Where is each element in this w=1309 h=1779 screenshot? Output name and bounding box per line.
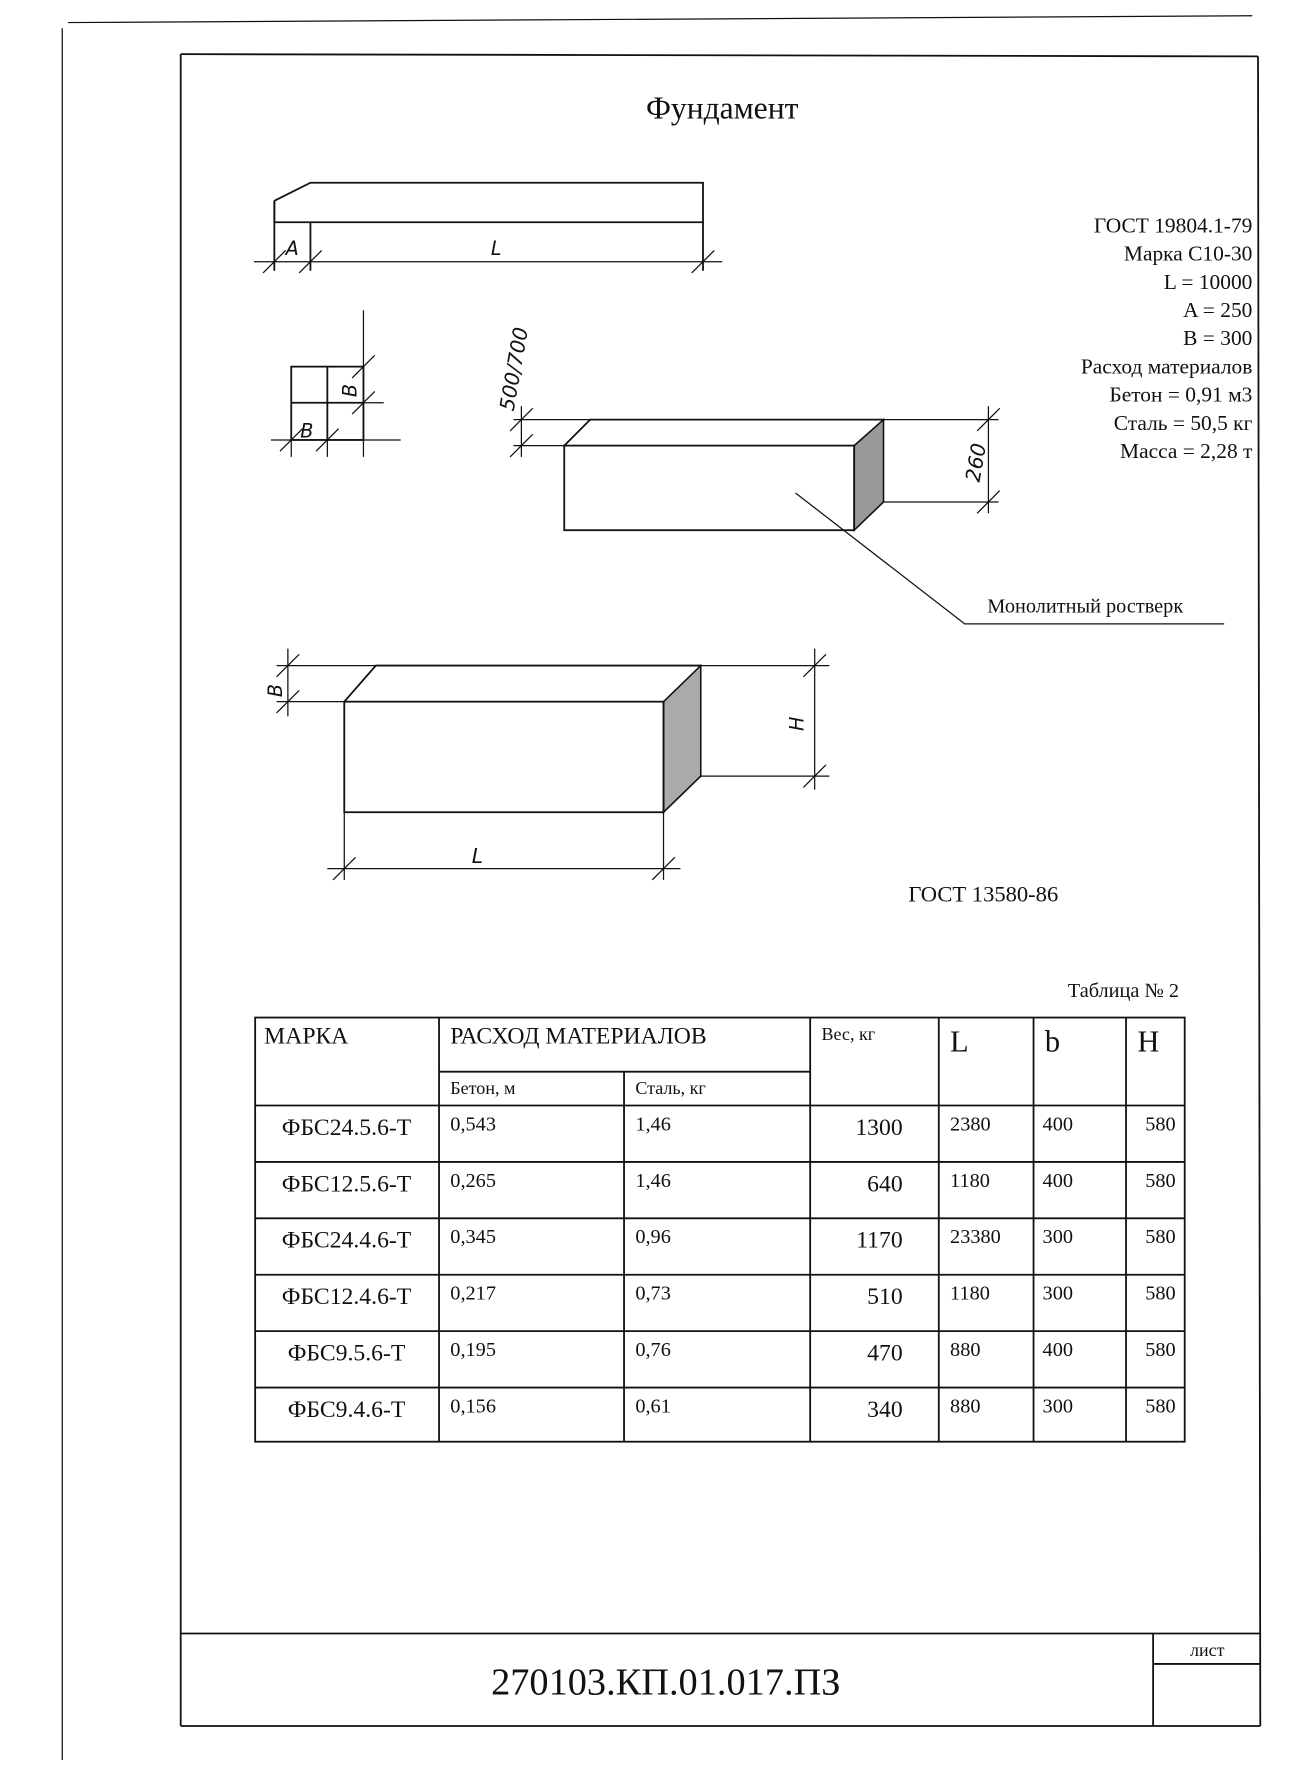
cell-h: 580 <box>1145 1169 1176 1192</box>
cell-steel: 0,73 <box>635 1282 671 1305</box>
cell-concrete: 0,217 <box>450 1282 496 1305</box>
cell-mark: ФБС24.5.6-Т <box>281 1114 412 1141</box>
table-row <box>282 1113 1176 1141</box>
cell-h: 580 <box>1145 1113 1176 1136</box>
cell-mark: ФБС9.4.6-Т <box>287 1396 406 1423</box>
cell-steel: 0,61 <box>635 1395 671 1418</box>
cell-concrete: 0,156 <box>450 1395 496 1418</box>
spec-line: Расход материалов <box>1080 354 1253 379</box>
cell-l: 2380 <box>950 1113 991 1136</box>
dim-label-b: B <box>264 684 288 698</box>
cell-weight: 470 <box>867 1340 903 1367</box>
cell-steel: 0,96 <box>635 1226 671 1249</box>
block-drawing <box>264 649 1058 907</box>
cell-steel: 1,46 <box>635 1113 671 1136</box>
cell-b: 300 <box>1042 1282 1074 1305</box>
materials-table <box>255 1018 1185 1442</box>
spec-line: Масса = 2,28 т <box>1120 439 1253 464</box>
header-materials: РАСХОД МАТЕРИАЛОВ <box>450 1023 707 1050</box>
dim-label-h: H <box>785 716 809 732</box>
cell-h: 580 <box>1145 1395 1176 1418</box>
spec-line: ГОСТ 19804.1-79 <box>1093 213 1253 238</box>
cell-l: 1180 <box>950 1282 990 1305</box>
cell-weight: 340 <box>867 1396 903 1423</box>
spec-line: Марка С10-30 <box>1123 241 1253 266</box>
table-row <box>288 1339 1176 1367</box>
cell-steel: 0,76 <box>635 1338 671 1361</box>
cell-l: 1180 <box>950 1169 990 1192</box>
cell-concrete: 0,265 <box>450 1169 496 1192</box>
table-row <box>282 1226 1176 1254</box>
spec-line: Бетон = 0,91 м3 <box>1109 382 1253 407</box>
title-block <box>181 1633 1261 1726</box>
cell-weight: 1300 <box>855 1114 903 1141</box>
dim-label-l: L <box>490 236 502 260</box>
dim-label-depth: 260 <box>960 441 992 484</box>
spec-line: A = 250 <box>1183 297 1253 322</box>
dim-label-b: B <box>300 419 314 443</box>
table-row <box>282 1283 1176 1311</box>
table-row <box>288 1395 1176 1423</box>
header-l: L <box>950 1024 969 1059</box>
header-concrete: Бетон, м <box>450 1078 516 1099</box>
block-standard: ГОСТ 13580-86 <box>908 881 1059 907</box>
table-caption: Таблица № 2 <box>1067 980 1180 1003</box>
sheet-frame <box>62 16 1260 1760</box>
beam-drawing <box>254 183 722 273</box>
cell-b: 300 <box>1042 1226 1074 1249</box>
header-weight: Вес, кг <box>821 1024 876 1045</box>
cell-concrete: 0,345 <box>450 1226 496 1249</box>
cell-mark: ФБС12.4.6-Т <box>281 1284 412 1311</box>
cell-weight: 510 <box>867 1284 903 1311</box>
spec-line: B = 300 <box>1183 326 1253 351</box>
table-row <box>282 1170 1176 1198</box>
sheet-label: лист <box>1189 1640 1225 1661</box>
dim-label-b-vertical: B <box>338 383 362 398</box>
document-code: 270103.КП.01.017.ПЗ <box>491 1661 841 1704</box>
cell-concrete: 0,195 <box>450 1338 496 1361</box>
dim-label-a: A <box>285 236 299 260</box>
header-b: b <box>1044 1024 1061 1059</box>
page-title: Фундамент <box>645 90 799 126</box>
cell-mark: ФБС9.5.6-Т <box>287 1340 406 1367</box>
cell-b: 400 <box>1042 1338 1074 1361</box>
cell-l: 880 <box>950 1338 981 1361</box>
dim-label-height: 500/700 <box>494 325 534 413</box>
cell-h: 580 <box>1145 1338 1176 1361</box>
cell-b: 400 <box>1042 1113 1074 1136</box>
leader-label: Монолитный ростверк <box>987 595 1184 618</box>
header-mark: МАРКА <box>264 1023 349 1050</box>
spec-block <box>1081 213 1253 463</box>
cell-weight: 1170 <box>856 1227 903 1254</box>
cell-b: 300 <box>1042 1395 1074 1418</box>
cell-mark: ФБС12.5.6-Т <box>281 1171 412 1198</box>
cell-h: 580 <box>1145 1282 1176 1305</box>
cell-b: 400 <box>1042 1169 1074 1192</box>
section-drawing <box>271 310 401 457</box>
cell-mark: ФБС24.4.6-Т <box>281 1227 412 1254</box>
cell-l: 23380 <box>950 1226 1001 1249</box>
cell-l: 880 <box>950 1395 981 1418</box>
header-h: H <box>1137 1024 1160 1059</box>
cell-concrete: 0,543 <box>450 1113 496 1136</box>
spec-line: Сталь = 50,5 кг <box>1113 410 1253 435</box>
spec-line: L = 10000 <box>1163 269 1253 294</box>
cell-h: 580 <box>1145 1226 1176 1249</box>
cell-weight: 640 <box>867 1171 903 1198</box>
cell-steel: 1,46 <box>635 1169 671 1192</box>
header-steel: Сталь, кг <box>635 1078 706 1099</box>
dim-label-l: L <box>471 843 484 868</box>
